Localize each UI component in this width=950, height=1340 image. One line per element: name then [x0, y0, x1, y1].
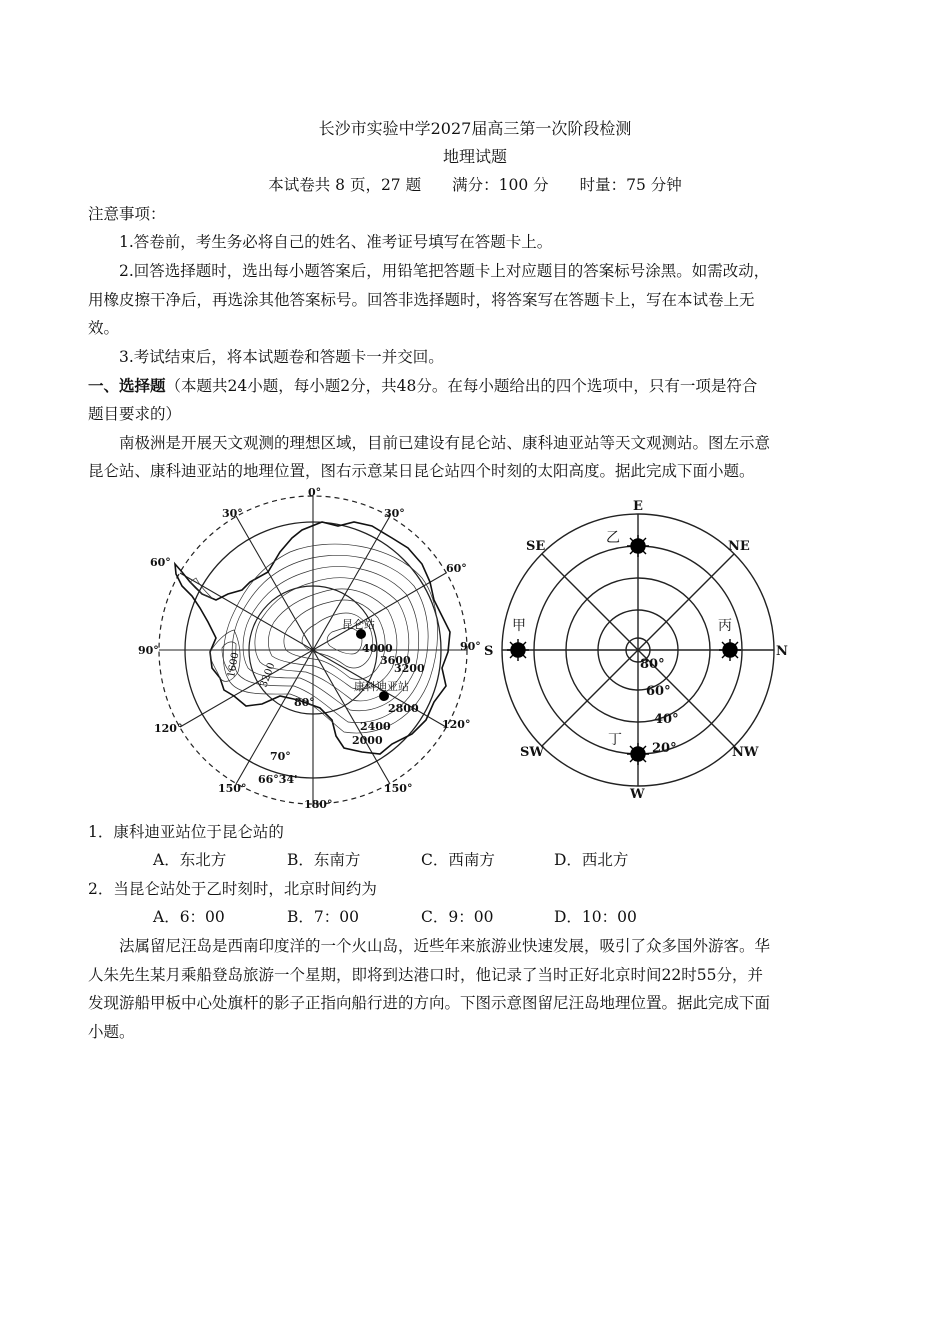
kunlun-station-label: 昆仑站 [342, 618, 375, 631]
notice-item-2-cont: 用橡皮擦干净后，再选涂其他答案标号。回答非选择题时，将答案写在答题卡上，写在本试卷上无 [88, 291, 755, 309]
lon-label-0: 0° [308, 486, 322, 499]
lat-label-80: 80° [294, 696, 315, 709]
lat-label-70: 70° [270, 750, 291, 763]
dir-label-n: N [776, 644, 788, 659]
exam-meta: 本试卷共 8 页，27 题 满分：100 分 时量：75 分钟 [268, 176, 682, 194]
question-2-stem: 2．当昆仑站处于乙时刻时，北京时间约为 [88, 880, 377, 898]
passage-2-line-3: 发现游船甲板中心处旗杆的影子正指向船行进的方向。下图示意图留尼汪岛地理位置。据此完成下面 [88, 994, 771, 1012]
lon-label-60e: 60° [446, 562, 467, 575]
time-label-jia: 甲 [512, 618, 526, 634]
notice-item-3: 3.考试结束后，将本试题卷和答题卡一并交回。 [119, 348, 444, 366]
question-1-option-d: D．西北方 [554, 851, 629, 869]
sun-altitude-dial [480, 492, 800, 804]
dir-label-w: W [630, 787, 645, 802]
lon-label-90w: 90° [138, 644, 159, 657]
meridians [159, 496, 467, 804]
altitude-label-40: 40° [654, 712, 679, 727]
sun-icon-ding [627, 743, 649, 765]
section-1-intro [88, 375, 757, 397]
notice-item-2: 2.回答选择题时，选出每小题答案后，用铅笔把答题卡上对应题目的答案标号涂黑。如需改动， [119, 262, 770, 280]
sun-icon-bing [719, 639, 741, 661]
contour-label-3600: 3600 [380, 654, 411, 667]
question-1-option-b: B．东南方 [287, 851, 361, 869]
question-2-option-d: D．10：00 [554, 908, 637, 926]
lon-label-150e: 150° [384, 782, 413, 795]
section-1-heading: 一、选择题 [88, 376, 166, 395]
sun-icon-jia [507, 639, 529, 661]
sun-icon-yi [627, 535, 649, 557]
exam-title: 长沙市实验中学2027届高三第一次阶段检测 [318, 119, 632, 138]
question-2-option-a: A．6：00 [153, 908, 225, 926]
notice-item-1: 1.答卷前，考生务必将自己的姓名、准考证号填写在答题卡上。 [119, 233, 553, 251]
dir-label-s: S [484, 644, 494, 659]
lat-label-66: 66°34' [258, 773, 298, 786]
lon-label-120e: 120° [442, 718, 471, 731]
question-2-option-c: C．9：00 [421, 908, 494, 926]
lon-label-120w: 120° [154, 722, 183, 735]
passage-2-line-4: 小题。 [88, 1023, 135, 1041]
dir-label-ne: NE [728, 539, 750, 554]
passage-2-line-1: 法属留尼汪岛是西南印度洋的一个火山岛，近些年来旅游业快速发展，吸引了众多国外游客。华 [119, 937, 771, 955]
exam-subject: 地理试题 [442, 147, 507, 166]
question-1-stem: 1．康科迪亚站位于昆仑站的 [88, 823, 284, 841]
altitude-label-20: 20° [652, 741, 677, 756]
passage-1-line-2: 昆仑站、康科迪亚站的地理位置，图右示意某日昆仑站四个时刻的太阳高度。据此完成下面小题。 [88, 462, 755, 480]
lon-label-30w: 30° [222, 507, 243, 520]
altitude-label-80: 80° [640, 657, 665, 672]
time-label-ding: 丁 [608, 732, 622, 748]
contour-label-1600: 1600 [226, 651, 242, 679]
passage-1-line-1: 南极洲是开展天文观测的理想区域，目前已建设有昆仑站、康科迪亚站等天文观测站。图左示意 [119, 434, 771, 452]
contour-label-2800: 2800 [388, 702, 419, 715]
notice-heading: 注意事项： [88, 205, 166, 223]
section-1-desc: （本题共24小题，每小题2分，共48分。在每小题给出的四个选项中，只有一项是符合 [165, 377, 758, 395]
notice-item-2-end: 效。 [88, 319, 120, 337]
question-1-option-c: C．西南方 [421, 851, 495, 869]
passage-2-line-2: 人朱先生某月乘船登岛旅游一个星期，即将到达港口时，他记录了当时正好北京时间22时55分，并 [88, 966, 763, 984]
lon-label-180: 180° [304, 798, 333, 811]
dir-label-se: SE [526, 539, 546, 554]
time-label-bing: 丙 [718, 618, 732, 634]
contour-label-3200: 3200 [394, 662, 425, 675]
contour-label-3200-west: 3200 [258, 661, 278, 690]
contour-label-2400: 2400 [360, 720, 391, 733]
question-1-option-a: A．东北方 [153, 851, 227, 869]
altitude-label-60: 60° [646, 684, 671, 699]
lon-label-150w: 150° [218, 782, 247, 795]
contour-label-4000: 4000 [362, 642, 393, 655]
dir-label-e: E [633, 499, 643, 514]
lon-label-30e: 30° [384, 507, 405, 520]
concordia-station-label: 康科迪亚站 [354, 680, 409, 693]
dir-label-nw: NW [732, 745, 759, 760]
section-1-desc-cont: 题目要求的） [88, 405, 182, 423]
antarctica-map [130, 482, 490, 812]
question-2-option-b: B．7：00 [287, 908, 359, 926]
time-label-yi: 乙 [606, 530, 620, 546]
lon-label-60w: 60° [150, 556, 171, 569]
contour-label-2000: 2000 [352, 734, 383, 747]
lon-label-90e: 90° [460, 640, 481, 653]
dir-label-sw: SW [520, 745, 544, 760]
